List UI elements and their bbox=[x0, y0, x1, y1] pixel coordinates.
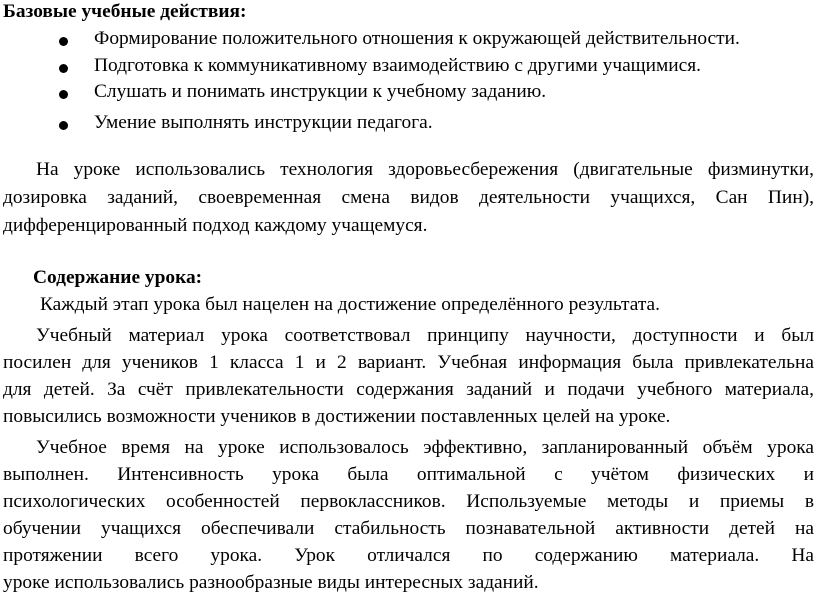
paragraph-line: Учебный материал урока соответствовал принципу научности, доступности и был bbox=[36, 325, 814, 346]
paragraph-line: посилен для учеников 1 класса 1 и 2 вариант. Учебная информация была привлекательна bbox=[3, 352, 814, 373]
paragraph-line: дифференцированный подход каждому учащемуся. bbox=[3, 215, 428, 236]
paragraph-line: протяжении всего урока. Урок отличался по содержанию материала. На bbox=[3, 545, 814, 566]
paragraph-line: уроке использовались разнообразные виды интересных заданий. bbox=[3, 572, 539, 593]
action-item: Умение выполнять инструкции педагога. bbox=[94, 112, 433, 133]
paragraph-line: для детей. За счёт привлекательности содержания заданий и подачи учебного материала, bbox=[3, 379, 814, 400]
paragraph-line: На уроке использовались технология здоровьесбережения (двигательные физминутки, bbox=[36, 159, 814, 180]
paragraph-line: психологических особенностей первоклассников. Используемые методы и приемы в bbox=[3, 491, 814, 512]
paragraph-line: обучении учащихся обеспечивали стабильность познавательной активности детей на bbox=[3, 518, 814, 539]
action-item: Слушать и понимать инструкции к учебному заданию. bbox=[94, 81, 547, 102]
paragraph-line: дозировка заданий, своевременная смена видов деятельности учащихся, Сан Пин), bbox=[3, 187, 814, 208]
action-item: Подготовка к коммуникативному взаимодействию с другими учащимися. bbox=[94, 55, 702, 76]
bullet-icon bbox=[59, 64, 68, 73]
bullet-icon bbox=[59, 121, 68, 130]
bullet-icon bbox=[59, 37, 68, 46]
paragraph-line: повысились возможности учеников в достижении поставленных целей на уроке. bbox=[3, 406, 671, 427]
paragraph-line: Учебное время на уроке использовалось эффективно, запланированный объём урока bbox=[36, 437, 814, 458]
action-item: Формирование положительного отношения к окружающей действительности. bbox=[94, 28, 740, 49]
paragraph-line: выполнен. Интенсивность урока была оптимальной с учётом физических и bbox=[3, 464, 814, 485]
bullet-icon bbox=[59, 90, 68, 99]
heading-lesson-content: Содержание урока: bbox=[33, 267, 203, 288]
heading-basic-actions: Базовые учебные действия: bbox=[3, 1, 247, 22]
content-intro: Каждый этап урока был нацелен на достижение определённого результата. bbox=[40, 294, 660, 315]
